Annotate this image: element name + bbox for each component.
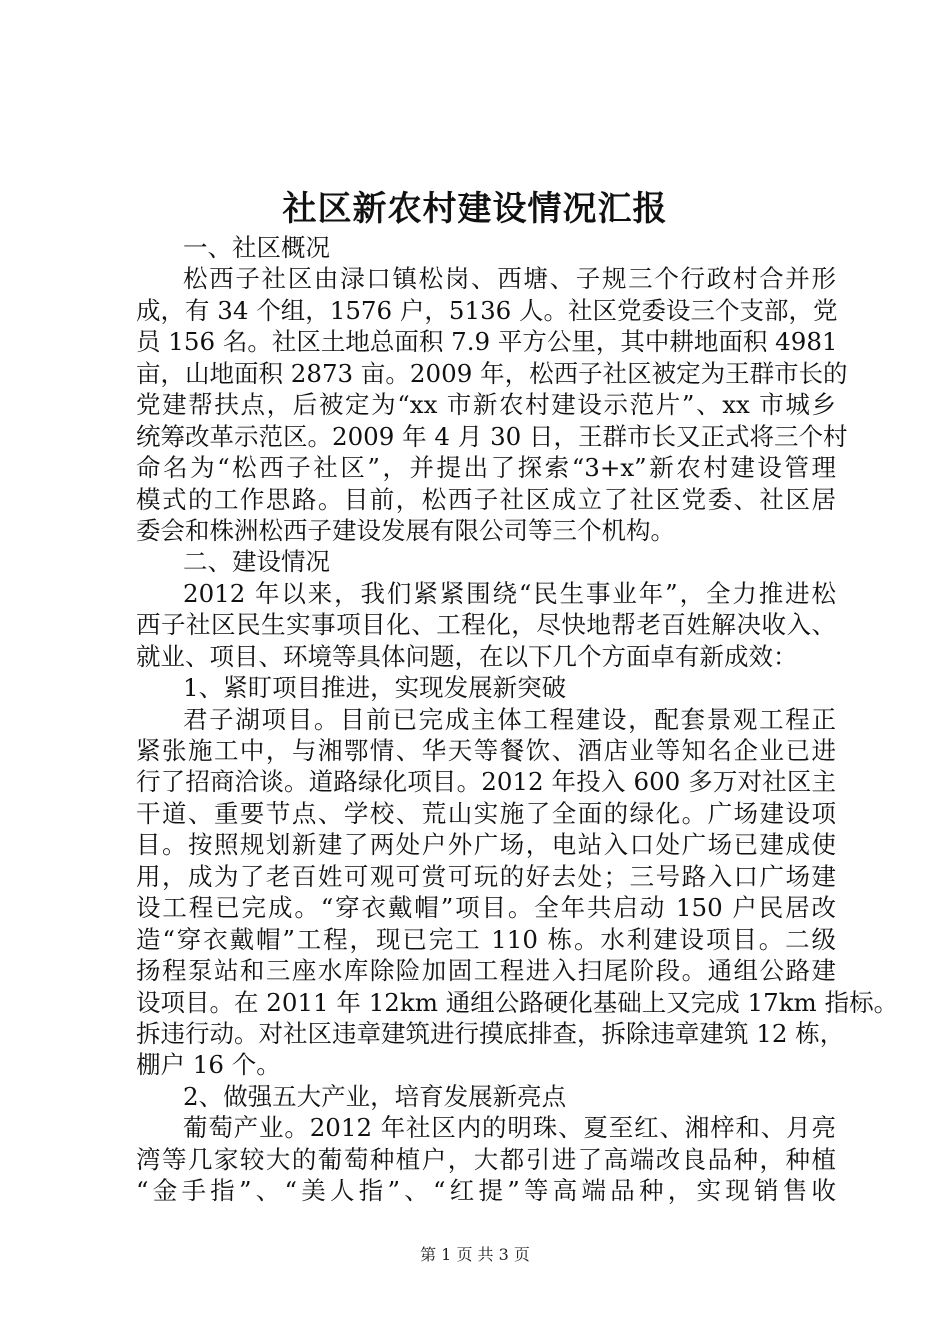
text-line: 紧张施工中，与湘鄂情、华天等餐饮、酒店业等知名企业已进 bbox=[136, 736, 836, 765]
text-line: 2012 年以来，我们紧紧围绕“民生事业年”，全力推进松 bbox=[183, 578, 836, 608]
text-line: 造“穿衣戴帽”工程，现已完工 110 栋。水利建设项目。二级 bbox=[136, 924, 836, 954]
text-line: 亩，山地面积 2873 亩。2009 年，松西子社区被定为王群市长的 bbox=[136, 358, 848, 388]
text-line: 拆违行动。对社区违章建筑进行摸底排查，拆除违章建筑 12 栋， bbox=[136, 1018, 845, 1048]
text-line: 用，成为了老百姓可观可赏可玩的好去处；三号路入口广场建 bbox=[136, 861, 836, 891]
text-line: 行了招商洽谈。道路绿化项目。2012 年投入 600 多万对社区主 bbox=[136, 767, 836, 797]
text-line: 君子湖项目。目前已完成主体工程建设，配套景观工程正 bbox=[183, 704, 836, 734]
text-line: “金手指”、“美人指”、“红提”等高端品种，实现销售收 bbox=[136, 1176, 836, 1206]
text-line: 二、建设情况 bbox=[183, 547, 330, 577]
text-line: 就业、项目、环境等具体问题，在以下几个方面卓有新成效： bbox=[136, 641, 798, 671]
page-footer: 第 1 页 共 3 页 bbox=[420, 1245, 530, 1264]
text-line: 扬程泵站和三座水库除险加固工程进入扫尾阶段。通组公路建 bbox=[136, 956, 836, 986]
text-line: 棚户 16 个。 bbox=[136, 1050, 281, 1080]
document-body bbox=[136, 232, 899, 1207]
text-line: 党建帮扶点，后被定为“xx 市新农村建设示范片”、xx 市城乡 bbox=[136, 390, 836, 420]
text-line: 西子社区民生实事项目化、工程化，尽快地帮老百姓解决收入、 bbox=[136, 610, 836, 640]
text-line: 1、紧盯项目推进，实现发展新突破 bbox=[183, 673, 567, 703]
text-line: 松西子社区由渌口镇松岗、西塘、子规三个行政村合并形 bbox=[183, 264, 836, 294]
text-line: 2、做强五大产业，培育发展新亮点 bbox=[183, 1081, 567, 1111]
text-line: 葡萄产业。2012 年社区内的明珠、夏至红、湘梓和、月亮 bbox=[183, 1113, 836, 1143]
text-line: 一、社区概况 bbox=[183, 233, 330, 262]
text-line: 员 156 名。社区土地总面积 7.9 平方公里，其中耕地面积 4981 bbox=[136, 327, 838, 357]
text-line: 委会和株洲松西子建设发展有限公司等三个机构。 bbox=[136, 515, 675, 545]
text-line: 目。按照规划新建了两处户外广场，电站入口处广场已建成使 bbox=[136, 830, 836, 860]
text-line: 统筹改革示范区。2009 年 4 月 30 日，王群市长又正式将三个村 bbox=[136, 421, 848, 451]
text-line: 成，有 34 个组，1576 户，5136 人。社区党委设三个支部，党 bbox=[136, 295, 838, 325]
text-line: 命名为“松西子社区”，并提出了探索“3+x”新农村建设管理 bbox=[136, 453, 836, 483]
text-line: 设工程已完成。“穿衣戴帽”项目。全年共启动 150 户民居改 bbox=[136, 893, 836, 923]
document-title: 社区新农村建设情况汇报 bbox=[282, 189, 668, 229]
text-line: 设项目。在 2011 年 12km 通组公路硬化基础上又完成 17km 指标。 bbox=[136, 987, 899, 1017]
text-line: 模式的工作思路。目前，松西子社区成立了社区党委、社区居 bbox=[136, 484, 836, 514]
text-line: 干道、重要节点、学校、荒山实施了全面的绿化。广场建设项 bbox=[136, 798, 836, 828]
text-line: 湾等几家较大的葡萄种植户，大都引进了高端改良品种，种植 bbox=[136, 1144, 836, 1174]
